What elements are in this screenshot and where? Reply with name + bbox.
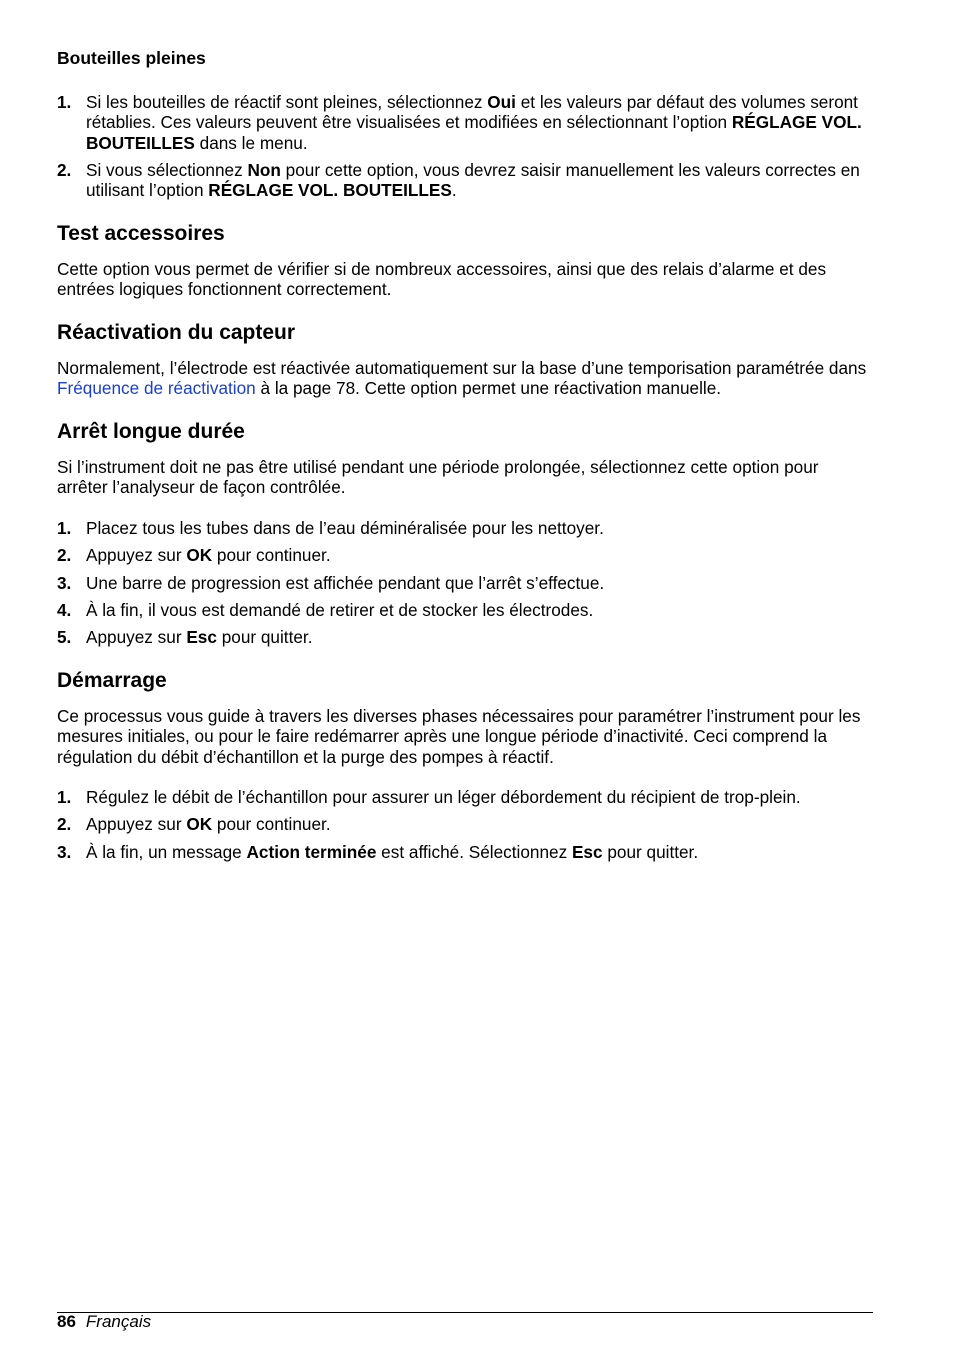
paragraph-text: Normalement, l’électrode est réactivée automatiquement sur la base d’une temporisation paramétrée dans — [57, 358, 867, 378]
step-text: pour quitter. — [602, 841, 699, 862]
step-text: Appuyez sur — [86, 545, 187, 566]
step-text: Régulez le débit de l’échantillon pour assurer un léger débordement du récipient de trop-plein. — [86, 787, 801, 807]
page-number: 86 — [57, 1312, 76, 1331]
shutdown-steps — [57, 518, 873, 647]
step-text: Une barre de progression est affichée pendant que l’arrêt s’effectue. — [86, 572, 605, 593]
list-item — [57, 160, 873, 201]
step-bold: Esc — [186, 627, 217, 648]
list-item — [57, 814, 873, 834]
step-text: pour continuer. — [212, 545, 331, 566]
footer-divider — [57, 1312, 873, 1313]
step-bold: RÉGLAGE VOL. BOUTEILLES — [86, 112, 862, 153]
paragraph-reactivation — [57, 358, 873, 399]
step-text: À la fin, un message — [86, 841, 247, 862]
step-number: 2. — [57, 545, 72, 566]
step-number: 2. — [57, 159, 72, 180]
step-text: pour continuer. — [212, 814, 331, 835]
footer-language: Français — [85, 1312, 152, 1331]
paragraph-demarrage: Ce processus vous guide à travers les diverses phases nécessaires pour paramétrer l’instrument pour les mesures initiales, ou pour le faire redémarrer après une longue période d’inactivité. Ceci comprend la régulation du débit d’échantillon et la purge des pompes à réactif. — [57, 706, 861, 767]
heading-test-accessoires: Test accessoires — [57, 222, 225, 245]
step-bold: RÉGLAGE VOL. BOUTEILLES — [208, 180, 452, 201]
list-item — [57, 92, 873, 153]
step-bold: OK — [186, 814, 213, 835]
paragraph-test-accessoires: Cette option vous permet de vérifier si de nombreux accessoires, ainsi que des relais d’alarme et des entrées logiques fonctionnent correctement. — [57, 259, 827, 300]
paragraph-text: à la page 78. Cette option permet une réactivation manuelle. — [255, 378, 722, 399]
list-item — [57, 627, 873, 647]
step-text: pour quitter. — [216, 627, 313, 648]
step-bold: OK — [186, 545, 213, 566]
step-text: Appuyez sur — [86, 627, 187, 648]
step-text: est affiché. Sélectionnez — [376, 841, 572, 862]
heading-arret-longue-duree: Arrêt longue durée — [57, 420, 245, 443]
link-frequence-reactivation[interactable]: Fréquence de réactivation — [57, 378, 256, 399]
bottles-steps — [57, 92, 873, 200]
step-number: 2. — [57, 814, 72, 835]
step-text: Placez tous les tubes dans de l’eau déminéralisée pour les nettoyer. — [86, 518, 604, 538]
list-item — [57, 573, 873, 593]
paragraph-arret: Si l’instrument doit ne pas être utilisé pendant une période prolongée, sélectionnez cette option pour arrêter l’analyseur de façon contrôlée. — [57, 457, 819, 498]
list-item — [57, 600, 873, 620]
step-number: 3. — [57, 841, 72, 862]
list-item — [57, 518, 873, 538]
heading-demarrage: Démarrage — [57, 669, 167, 692]
step-text: À la fin, il vous est demandé de retirer et de stocker les électrodes. — [86, 599, 594, 620]
step-number: 3. — [57, 572, 72, 593]
step-text: Si les bouteilles de réactif sont pleines, sélectionnez — [86, 92, 488, 112]
step-number: 4. — [57, 599, 72, 620]
step-bold: Esc — [571, 841, 603, 862]
step-text: pour cette option, vous devrez saisir manuellement les valeurs correctes en utilisant l’option — [86, 159, 860, 201]
page-footer — [57, 1312, 151, 1332]
step-text: Si vous sélectionnez — [86, 159, 248, 180]
step-bold: Non — [247, 159, 281, 180]
step-text: et les valeurs par défaut des volumes seront rétablies. Ces valeurs peuvent être visualisées et modifiées en sélectionnant l’option — [86, 92, 858, 133]
list-item — [57, 842, 873, 862]
list-item — [57, 787, 873, 807]
startup-steps — [57, 787, 873, 862]
subheading-bouteilles-pleines: Bouteilles pleines — [57, 48, 206, 68]
step-bold: Oui — [487, 92, 516, 112]
step-number: 1. — [57, 518, 72, 538]
step-text: dans le menu. — [194, 132, 308, 153]
step-bold: Action terminée — [246, 841, 377, 862]
step-number: 5. — [57, 627, 72, 648]
step-number: 1. — [57, 92, 72, 112]
step-text: Appuyez sur — [86, 814, 187, 835]
step-number: 1. — [57, 787, 72, 807]
step-text: . — [451, 180, 457, 201]
heading-reactivation-capteur: Réactivation du capteur — [57, 321, 296, 344]
list-item — [57, 545, 873, 565]
